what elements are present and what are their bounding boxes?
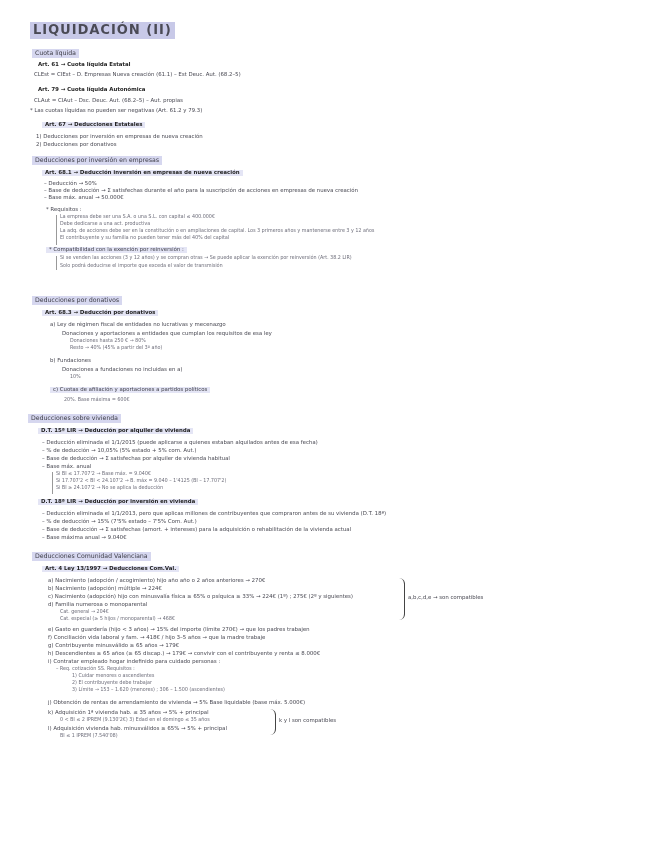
valenciana-item-b: b) Nacimiento (adopción) múltiple → 224€: [48, 586, 162, 592]
valenciana-item-i: i) Contratar empleado hogar indefinido para cuidado personas :: [48, 659, 221, 665]
page-title: LIQUIDACIÓN (II): [30, 22, 175, 39]
donativos-a-sub: Donaciones y aportaciones a entidades que cumplan los requisitos de esa ley: [62, 331, 272, 337]
section-heading-donativos: Deducciones por donativos: [32, 296, 122, 305]
art68-1-title: Art. 68.1 → Deducción inversión en empresas de nueva creación: [42, 170, 243, 176]
requisito-item: Debe dedicarse a una act. productiva: [60, 222, 151, 227]
compatibilidad-bracket: [56, 256, 57, 270]
dt15-line: – Base de deducción → Σ satisfechas por alquiler de vivienda habitual: [42, 456, 230, 462]
art67-item: 2) Deducciones por donativos: [36, 142, 117, 148]
valenciana-item-a: a) Nacimiento (adopción / acogimiento) hijo año año o 2 años anteriores → 270€: [48, 578, 266, 584]
dt18-line: – Deducción eliminada el 1/1/2013, pero que aplicas millones de contribuyentes que compraron antes de su vivienda (D.T. 18ª): [42, 511, 387, 517]
valenciana-item-d: d) Familia numerosa o monoparental: [48, 602, 148, 608]
valenciana-i-item: 3) Límite → 153 – 1.620 (menores) ; 306 – 1.500 (ascendientes): [72, 688, 225, 693]
valenciana-k-sub: 0 < BI ≤ 2 IPREM (9.130'2€) 3) Edad en el domingo ≤ 35 años: [60, 718, 210, 723]
requisitos-bracket: [56, 215, 57, 245]
dt15-item: Si BI ≤ 17.707'2 → Base máx. = 9.040€: [56, 472, 151, 477]
brace-kl-label: k y l son compatibles: [279, 718, 337, 724]
requisito-item: La empresa debe ser una S.A. o una S.L. con capital ≤ 400.000€: [60, 215, 215, 220]
requisito-item: El contribuyente y su familia no pueden tener más del 40% del capital: [60, 236, 230, 241]
donativos-a-item: Resto → 40% (45% a partir del 3º año): [70, 346, 163, 351]
valenciana-i-item: 1) Cuidar menores o ascendientes: [72, 674, 155, 679]
donativos-a-title: a) Ley de régimen fiscal de entidades no lucrativas y mecenazgo: [50, 322, 226, 328]
valenciana-l-sub: BI ≤ 1 IPREM (7.540'08): [60, 734, 118, 739]
valenciana-d-item: Cat. especial (≥ 5 hijos / monoparental) → 468€: [60, 617, 175, 622]
valenciana-item-h: h) Descendientes ≥ 65 años (≥ 65 discap.) → 179€ → convivir con el contribuyente y renta ≤ 8.000€: [48, 651, 321, 657]
art67-title: Art. 67 → Deducciones Estatales: [42, 122, 145, 128]
dt15-item: Si 17.707'2 < BI < 24.107'2 → B. máx = 9.040 – 1'4125 (BI – 17.707'2): [56, 479, 227, 484]
donativos-c-title: c) Cuotas de afiliación y aportaciones a partidos políticos: [50, 387, 210, 393]
dt15-line: – Deducción eliminada el 1/1/2015 (puede aplicarse a quienes estaban alquilados antes de esa fecha): [42, 440, 318, 446]
art61-title: Art. 61 → Cuota líquida Estatal: [38, 62, 131, 68]
dt18-line: – Base máxima anual → 9.040€: [42, 535, 127, 541]
dt15-line: – Base máx. anual: [42, 464, 92, 470]
valenciana-d-item: Cat. general → 204€: [60, 610, 109, 615]
valenciana-item-k: k) Adquisición 1ª vivienda hab. ≤ 35 años → 5% + principal: [48, 710, 209, 716]
section-heading-cuota-liquida: Cuota líquida: [32, 49, 79, 58]
valenciana-item-c: c) Nacimiento (adopción) hijo con minusvalía física ≥ 65% o psíquica ≥ 33% → 224€ (1º) ; 275€ (2º y siguientes): [48, 594, 353, 600]
art68-3-title: Art. 68.3 → Deducción por donativos: [42, 310, 158, 316]
valenciana-item-f: f) Conciliación vida laboral y fam. → 418€ / hijo 3–5 años → que la madre trabaje: [48, 635, 266, 641]
donativos-b-item: 10%: [70, 375, 81, 380]
brace-abcde: [398, 578, 405, 620]
dt18-line: – % de deducción → 15% (7'5% estado – 7'5% Com. Aut.): [42, 519, 197, 525]
dt15-bracket: [52, 472, 53, 494]
art61-formula: CLEst = CIEst – D. Empresas Nueva creación (61.1) – Est Deuc. Aut. (68.2–5): [34, 72, 241, 78]
section-heading-inversion: Deducciones por inversión en empresas: [32, 156, 162, 165]
donativos-b-sub: Donaciones a fundaciones no incluidas en a): [62, 367, 183, 373]
valenciana-item-j: j) Obtención de rentas de arrendamiento de vivienda → 5% Base liquidable (base máx. 5.000€): [48, 700, 306, 706]
section-heading-valenciana: Deducciones Comunidad Valenciana: [32, 552, 151, 561]
art79-formula: CLAut = CIAut – Dsc. Deuc. Aut. (68.2–5) – Aut. propias: [34, 98, 183, 104]
compatibilidad-item: Si se venden las acciones (3 y 12 años) y se compran otras → Se puede aplicar la exención por reinversión (Art. 38.2 LIR): [60, 256, 352, 261]
valenciana-art-title: Art. 4 Ley 13/1997 → Deducciones Com.Val.: [42, 566, 179, 572]
art67-item: 1) Deducciones por inversión en empresas de nueva creación: [36, 134, 203, 140]
dt15-title: D.T. 15ª LIR → Deducción por alquiler de vivienda: [38, 428, 193, 434]
donativos-a-item: Donaciones hasta 250 € → 80%: [70, 339, 146, 344]
valenciana-item-e: e) Gasto en guardería (hijo < 3 años) → 15% del importe (límite 270€) → que los padres trabajen: [48, 627, 310, 633]
art79-title: Art. 79 → Cuota líquida Autonómica: [38, 87, 146, 93]
requisitos-title: * Requisitos :: [46, 207, 82, 213]
compatibilidad-title: * Compatibilidad con la exención por reinversión :: [46, 247, 187, 253]
dt15-item: Si BI ≥ 24.107'2 → No se aplica la deducción: [56, 486, 164, 491]
cuota-note: * Las cuotas líquidas no pueden ser negativas (Art. 61.2 y 79.3): [30, 108, 203, 114]
valenciana-i-item: 2) El contribuyente debe trabajar: [72, 681, 152, 686]
inversion-line: – Base máx. anual → 50.000€: [44, 195, 124, 201]
donativos-b-title: b) Fundaciones: [50, 358, 91, 364]
dt18-line: – Base de deducción → Σ satisfechas (amort. + intereses) para la adquisición o rehabilitación de la vivienda actual: [42, 527, 352, 533]
compatibilidad-item: Solo podrá deducirse el importe que exceda el valor de transmisión: [60, 264, 223, 269]
dt15-line: – % de deducción → 10,05% (5% estado + 5% com. Aut.): [42, 448, 197, 454]
valenciana-item-l: l) Adquisición vivienda hab. minusválidos ≥ 65% → 5% + principal: [48, 726, 227, 732]
brace-kl: [270, 709, 276, 735]
donativos-c-item: 20%. Base máxima = 600€: [64, 398, 130, 403]
inversion-line: – Deducción → 50%: [44, 181, 97, 187]
inversion-line: – Base de deducción → Σ satisfechas durante el año para la suscripción de acciones en empresas de nueva creación: [44, 188, 358, 194]
section-heading-vivienda: Deducciones sobre vivienda: [28, 414, 121, 423]
valenciana-i-head: – Req. cotización SS. Requisitos :: [56, 667, 135, 672]
brace-abcde-label: a,b,c,d,e → son compatibles: [408, 595, 484, 601]
requisito-item: La adq. de acciones debe ser en la constitución o en ampliaciones de capital. Los 3 primeros años y mantenerse entre 3 y 12 años: [60, 229, 375, 234]
dt18-title: D.T. 18ª LIR → Deducción por inversión en vivienda: [38, 499, 198, 505]
valenciana-item-g: g) Contribuyente minusválido ≥ 65 años → 179€: [48, 643, 180, 649]
